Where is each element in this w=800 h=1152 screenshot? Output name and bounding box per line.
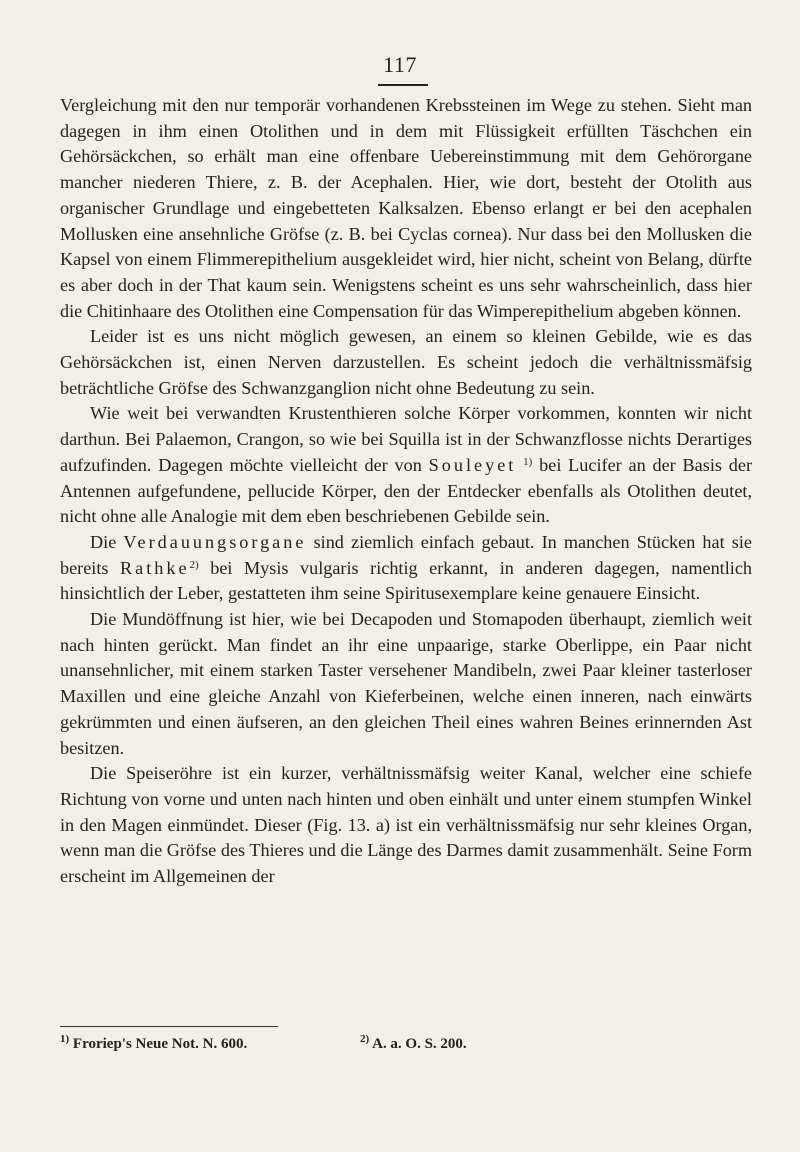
author-name-rathke: Rathke (120, 557, 190, 578)
footnote-2-text: A. a. O. S. 200. (369, 1036, 467, 1052)
body-text (60, 93, 752, 890)
footnote-2-marker: 2) (360, 1033, 370, 1045)
author-name-souleyet: Souleyet (428, 454, 517, 475)
footnote-1-text: Froriep's Neue Not. N. 600. (69, 1036, 248, 1052)
page-number: 117 (383, 52, 417, 77)
paragraph-3-text-before: Wie weit bei verwandten Krustenthieren solche Körper vorkommen, konnten wir nicht darthun. Bei Palaemon, Crangon, so wie bei Squilla ist in der Schwanzflosse nichts Derartiges aufzufinden. Dagegen möchte vielleicht der von (60, 403, 752, 475)
paragraph-6: Die Speiseröhre ist ein kurzer, verhältnissmäfsig weiter Kanal, welcher eine schiefe Richtung von vorne und unten nach hinten und oben einhält und unter einem stumpfen Winkel in den Magen einmündet. Dieser (Fig. 13. a) ist ein verhältnissmäfsig nur sehr kleines Organ, wenn man die Gröfse des Thieres und die Länge des Darmes damit zusammenhält. Seine Form erscheint im Allgemeinen der (60, 763, 752, 887)
paragraph-5: Die Mundöffnung ist hier, wie bei Decapoden und Stomapoden überhaupt, ziemlich weit nach hinten gerückt. Man findet an ihr eine unpaarige, starke Oberlippe, ein Paar nicht unansehnlicher, mit einem starken Taster versehener Mandibeln, zwei Paar kleiner tasterloser Maxillen und eine gleiche Anzahl von Kieferbeinen, welche einen inneren, nach einwärts gekrümmten und einen äufseren, an den gleichen Theil eines wahren Beines erinnernden Ast besitzen. (60, 609, 752, 758)
paragraph-4-text-before: Die (90, 531, 124, 552)
paragraph-3 (60, 401, 752, 530)
paragraph-2: Leider ist es uns nicht möglich gewesen, an einem so kleinen Gebilde, wie es das Gehörsäckchen ist, einen Nerven darzustellen. Es scheint jedoch die verhältnissmäfsig beträchtliche Gröfse des Schwanzganglion nicht ohne Bedeutung zu sein. (60, 326, 752, 398)
footnote-separator (60, 1026, 278, 1027)
term-verdauungsorgane: Verdauungsorgane (123, 531, 307, 552)
paragraph-4 (60, 530, 752, 607)
footnote-reference-2: 2) (189, 558, 199, 571)
paragraph-1: Vergleichung mit den nur temporär vorhandenen Krebssteinen im Wege zu stehen. Sieht man dagegen in ihm einen Otolithen und in dem mit Flüssigkeit erfüllten Täschchen ein Gehörsäckchen, so erhält man eine offenbare Uebereinstimmung mit dem Gehörorgane mancher niederen Thiere, z. B. der Acephalen. Hier, wie dort, besteht der Otolith aus organischer Grundlage und eingebetteten Kalksalzen. Ebenso erlangt er bei den acephalen Mollusken eine ansehnliche Gröfse (z. B. bei Cyclas cornea). Nur dass bei den Mollusken die Kapsel von einem Flimmerepithelium ausgekleidet wird, hier nicht, scheint von Belang, dürfte es aber doch in der That kaum sein. Wenigstens scheint es uns sehr wahrscheinlich, dass hier die Chitinhaare des Otolithen eine Compensation für das Wimperepithelium abgeben können. (60, 95, 752, 321)
footnote-reference-1: 1) (523, 455, 533, 468)
footnote-2 (360, 1034, 467, 1054)
footnote-1 (60, 1034, 247, 1054)
footnote-1-marker: 1) (60, 1033, 70, 1045)
paragraph-4-text-mid: sind ziemlich einfach gebaut. In manchen Stücken hat sie bereits (60, 531, 752, 578)
page-number-underline (378, 84, 428, 86)
paragraph-4-text-after: bei Mysis vulgaris richtig erkannt, in anderen dagegen, namentlich hinsichtlich der Leber, gestatteten ihm seine Spiritusexemplare keine genauere Einsicht. (60, 557, 752, 604)
paragraph-3-text-after: bei Lucifer an der Basis der Antennen aufgefundene, pellucide Körper, den der Entdecker ebenfalls als Otolithen deutet, nicht ohne alle Analogie mit dem eben beschriebenen Gebilde sein. (60, 454, 753, 527)
